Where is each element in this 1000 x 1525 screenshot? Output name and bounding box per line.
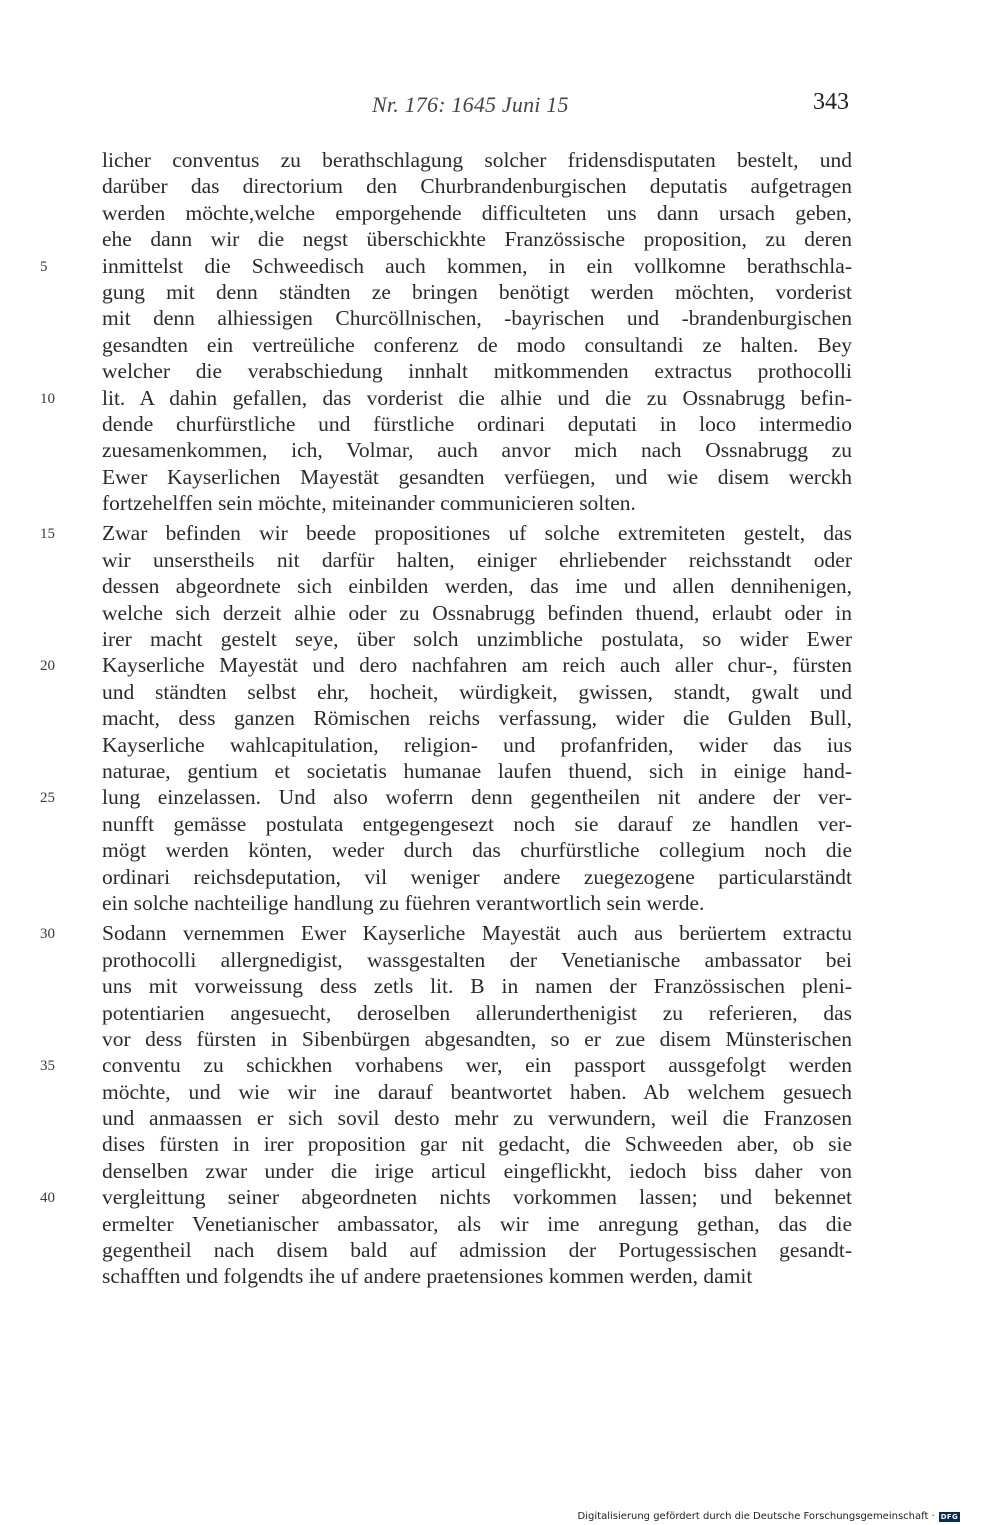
line-text: werden möchte,welche emporgehende difficulteten uns dann ursach geben, [102, 200, 852, 225]
line-text: potentiarien angesuecht, deroselben allerunderthenigist zu referieren, das [102, 1000, 852, 1025]
text-line [0, 948, 1000, 974]
line-text: darüber das directorium den Churbrandenburgischen deputatis aufgetragen [102, 174, 852, 199]
line-text: conventu zu schickhen vorhabens wer, ein passport aussgefolgt werden [102, 1053, 852, 1078]
line-text: naturae, gentium et societatis humanae laufen thuend, sich in einige hand- [102, 758, 852, 783]
text-line [0, 438, 1000, 464]
line-text: dessen abgeordnete sich einbilden werden, das ime und allen dennihenigen, [102, 574, 852, 599]
text-line [0, 759, 1000, 785]
line-number: 25 [40, 790, 55, 807]
text-line [0, 706, 1000, 732]
line-text: ermelter Venetianischer ambassator, als wir ime anregung gethan, das die [102, 1211, 852, 1236]
line-text: dende churfürstliche und fürstliche ordinari deputati in loco intermedio [102, 411, 852, 436]
line-text: ehe dann wir die negst überschickhte Französsische proposition, zu deren [102, 227, 852, 252]
line-text: Ewer Kayserlichen Mayestät gesandten verfüegen, und wie disem werckh [102, 464, 852, 489]
text-line [0, 1001, 1000, 1027]
text-line [0, 548, 1000, 574]
line-number: 40 [40, 1190, 55, 1207]
text-line [0, 412, 1000, 438]
line-text: fortzehelffen sein möchte, miteinander communicieren solten. [102, 491, 636, 516]
text-line [0, 891, 1000, 917]
line-text: vergleittung seiner abgeordneten nichts vorkommen lassen; und bekennet [102, 1185, 852, 1210]
line-number: 5 [40, 258, 48, 275]
line-text: gesandten ein vertreüliche conferenz de modo consultandi ze halten. Bey [102, 332, 852, 357]
line-number: 35 [40, 1058, 55, 1075]
line-text: und ständten selbst ehr, hocheit, würdigkeit, gwissen, standt, gwalt und [102, 679, 852, 704]
text-line [0, 1238, 1000, 1264]
line-text: Sodann vernemmen Ewer Kayserliche Mayestät auch aus berüertem extractu [102, 921, 852, 946]
line-text: wir unserstheils nit darfür halten, einiger ehrliebender reichsstandt oder [102, 547, 852, 572]
text-line [0, 601, 1000, 627]
text-line [0, 306, 1000, 332]
text-line [0, 921, 1000, 947]
line-text: dises fürsten in irer proposition gar nit gedacht, die Schweeden aber, ob sie [102, 1132, 852, 1157]
line-number: 15 [40, 526, 55, 543]
text-line [0, 465, 1000, 491]
text-line [0, 254, 1000, 280]
page-header [0, 89, 1000, 122]
text-line [0, 838, 1000, 864]
text-line [0, 227, 1000, 253]
line-text: lung einzelassen. Und also woferrn denn gegentheilen nit andere der ver- [102, 785, 852, 810]
text-line [0, 1132, 1000, 1158]
text-line [0, 491, 1000, 517]
text-line [0, 280, 1000, 306]
text-line [0, 1080, 1000, 1106]
text-line [0, 1159, 1000, 1185]
text-line [0, 680, 1000, 706]
text-line [0, 148, 1000, 174]
page-number: 343 [813, 89, 849, 115]
footer-credit [578, 1511, 960, 1522]
text-line [0, 1106, 1000, 1132]
running-head: Nr. 176: 1645 Juni 15 [372, 92, 569, 117]
line-text: prothocolli allergnedigist, wassgestalten der Venetianische ambassator bei [102, 947, 852, 972]
text-line [0, 1212, 1000, 1238]
text-line [0, 1027, 1000, 1053]
line-text: zuesamenkommen, ich, Volmar, auch anvor mich nach Ossnabrugg zu [102, 438, 852, 463]
text-line [0, 1053, 1000, 1079]
line-text: und anmaassen er sich sovil desto mehr zu verwundern, weil die Franzosen [102, 1106, 852, 1131]
text-line [0, 574, 1000, 600]
line-text: inmittelst die Schweedisch auch kommen, in ein vollkomne berathschla- [102, 253, 852, 278]
line-text: gung mit denn ständten ze bringen benötigt werden möchten, vorderist [102, 279, 852, 304]
line-text: mit denn alhiessigen Churcöllnischen, -bayrischen und -brandenburgischen [102, 306, 852, 331]
line-text: mögt werden könten, weder durch das churfürstliche collegium noch die [102, 838, 852, 863]
text-line [0, 174, 1000, 200]
text-line [0, 812, 1000, 838]
line-text: ein solche nachteilige handlung zu füehren verantwortlich sein werde. [102, 890, 705, 915]
line-text: macht, dess ganzen Römischen reichs verfassung, wider die Gulden Bull, [102, 706, 852, 731]
text-line [0, 627, 1000, 653]
dfg-logo: DFG [940, 1512, 958, 1521]
paragraph [0, 148, 1000, 517]
text-line [0, 386, 1000, 412]
line-text: licher conventus zu berathschlagung solcher fridensdisputaten bestelt, und [102, 148, 852, 172]
line-text: irer macht gestelt seye, über solch unzimbliche postulata, so wider Ewer [102, 627, 852, 652]
text-line [0, 865, 1000, 891]
line-text: Kayserliche Mayestät und dero nachfahren am reich auch aller chur-, fürsten [102, 653, 852, 678]
line-text: Zwar befinden wir beede propositiones uf solche extremiteten gestelt, das [102, 521, 852, 546]
text-line [0, 974, 1000, 1000]
line-text: uns mit vorweissung dess zetls lit. B in namen der Französsischen pleni- [102, 974, 852, 999]
paragraph [0, 921, 1000, 1290]
line-text: welche sich derzeit alhie oder zu Ossnabrugg befinden thuend, erlaubt oder in [102, 600, 852, 625]
line-text: lit. A dahin gefallen, das vorderist die alhie und die zu Ossnabrugg befin- [102, 385, 852, 410]
text-line [0, 1185, 1000, 1211]
line-text: ordinari reichsdeputation, vil weniger andere zuegezogene particularständt [102, 864, 852, 889]
text-line [0, 521, 1000, 547]
text-line [0, 359, 1000, 385]
line-text: nunfft gemässe postulata entgegengesezt noch sie darauf ze handlen ver- [102, 811, 852, 836]
line-text: möchte, und wie wir ine darauf beantwortet haben. Ab welchem gesuech [102, 1079, 852, 1104]
text-line [0, 653, 1000, 679]
line-text: gegentheil nach disem bald auf admission der Portugessischen gesandt- [102, 1238, 852, 1263]
digitization-credit: Digitalisierung gefördert durch die Deutsche Forschungsgemeinschaft · [577, 1511, 935, 1522]
text-line [0, 333, 1000, 359]
body-text [0, 148, 1000, 1291]
text-line [0, 733, 1000, 759]
line-text: vor dess fürsten in Sibenbürgen abgesandten, so er zue disem Münsterischen [102, 1026, 852, 1051]
line-text: schafften und folgendts ihe uf andere praetensiones kommen werden, damit [102, 1264, 753, 1289]
line-number: 10 [40, 390, 55, 407]
line-text: welcher die verabschiedung innhalt mitkommenden extractus prothocolli [102, 359, 852, 384]
text-line [0, 785, 1000, 811]
text-line [0, 1264, 1000, 1290]
text-line [0, 201, 1000, 227]
paragraph [0, 521, 1000, 917]
line-number: 20 [40, 658, 55, 675]
line-text: Kayserliche wahlcapitulation, religion- und profanfriden, wider das ius [102, 732, 852, 757]
line-text: denselben zwar under die irige articul eingeflickht, iedoch biss daher von [102, 1158, 852, 1183]
line-number: 30 [40, 926, 55, 943]
